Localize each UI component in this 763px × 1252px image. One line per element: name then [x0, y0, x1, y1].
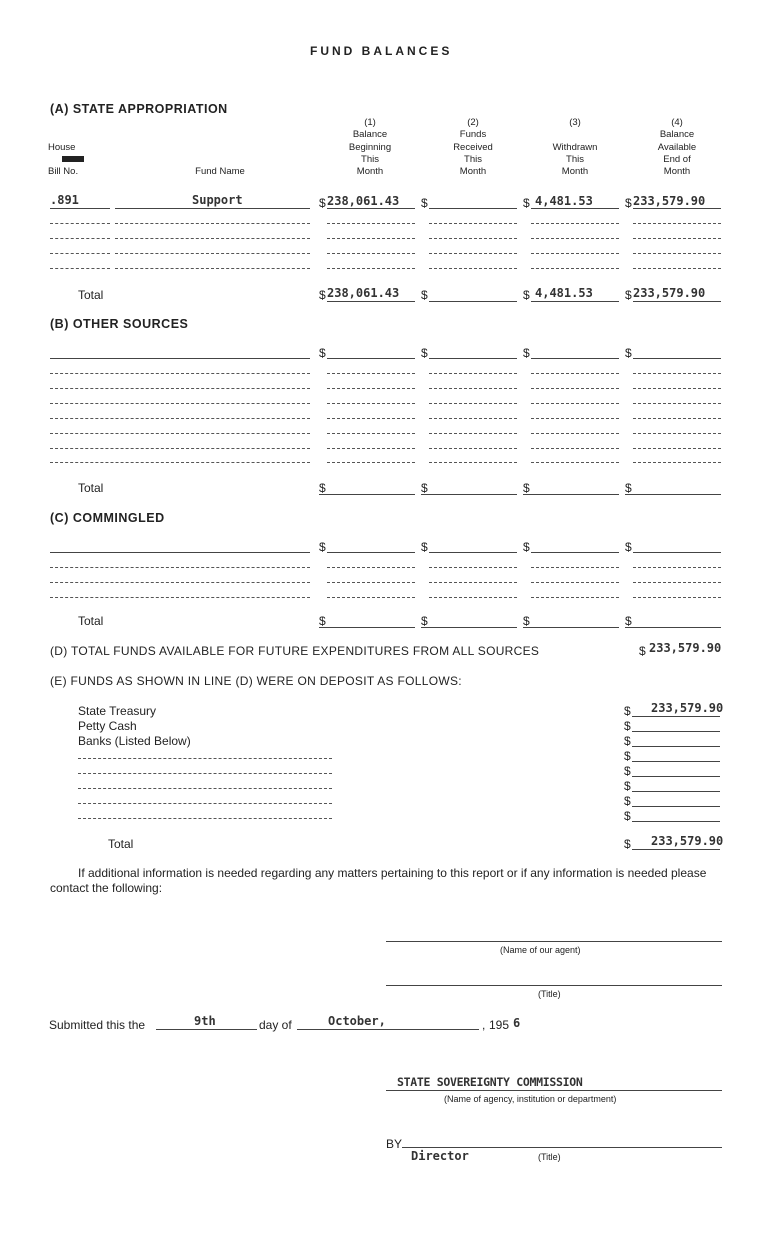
a-total-beginning: 238,061.43 — [327, 286, 400, 300]
fund-name-value: Support — [192, 193, 243, 207]
year-prefix: 195 — [489, 1018, 510, 1032]
a-total-withdrawn: 4,481.53 — [535, 286, 593, 300]
state-treasury-amount: 233,579.90 — [651, 701, 724, 715]
fund-name-header: Fund Name — [195, 166, 245, 177]
contact-text: If additional information is needed regarding any matters pertaining to this report or if any information is needed please contact the following: — [50, 866, 707, 895]
banks-label: Banks (Listed Below) — [78, 734, 191, 748]
agency-line — [386, 1090, 722, 1091]
e-total-line — [632, 849, 720, 850]
bill-header-line2: Bill No. — [48, 166, 79, 178]
section-d-label: (D) TOTAL FUNDS AVAILABLE FOR FUTURE EXPENDITURES FROM ALL SOURCES — [50, 644, 540, 658]
submitted-prefix: Submitted this the — [49, 1018, 146, 1032]
title-line — [386, 985, 722, 986]
currency-symbol: $ — [625, 196, 632, 210]
year-comma: , — [482, 1018, 486, 1032]
signature-title-value: Director — [411, 1149, 469, 1163]
by-label: BY — [386, 1137, 403, 1151]
d-amount: 233,579.90 — [649, 641, 722, 655]
submitted-day: 9th — [194, 1014, 216, 1028]
month-line — [297, 1029, 479, 1030]
currency-symbol: $ — [523, 288, 530, 302]
bill-no-value: .891 — [50, 193, 79, 207]
c-total-label: Total — [78, 614, 104, 628]
currency-symbol: $ — [421, 288, 428, 302]
title-caption: (Title) — [538, 989, 561, 999]
a-beginning-value: 238,061.43 — [327, 194, 400, 208]
a-withdrawn-value: 4,481.53 — [535, 194, 593, 208]
currency-symbol: $ — [523, 196, 530, 210]
bill-no-header — [48, 142, 98, 179]
signature-line — [402, 1147, 722, 1148]
a-total-end: 233,579.90 — [633, 286, 706, 300]
submitted-month: October, — [328, 1014, 386, 1028]
currency-symbol: $ — [421, 196, 428, 210]
currency-symbol: $ — [319, 288, 326, 302]
struck-text — [48, 154, 98, 166]
currency-symbol: $ — [639, 644, 646, 658]
e-total-label: Total — [108, 837, 134, 851]
b-total-label: Total — [78, 481, 104, 495]
signature-title-caption: (Title) — [538, 1152, 561, 1162]
day-of-label: day of — [259, 1018, 292, 1032]
agent-caption: (Name of our agent) — [500, 945, 581, 955]
col2-header: (2) Funds Received This Month — [453, 117, 493, 178]
currency-symbol: $ — [625, 288, 632, 302]
state-treasury-label: State Treasury — [78, 704, 157, 718]
petty-cash-label: Petty Cash — [78, 719, 137, 733]
day-line — [156, 1029, 257, 1030]
page-title: FUND BALANCES — [310, 44, 453, 58]
col4-header: (4) Balance Available End of Month — [657, 117, 697, 178]
section-e-label: (E) FUNDS AS SHOWN IN LINE (D) WERE ON DEPOSIT AS FOLLOWS: — [50, 674, 462, 688]
col1-header: (1) Balance Beginning This Month — [348, 117, 392, 178]
col3-header: (3) Withdrawn This Month — [552, 117, 598, 178]
currency-symbol: $ — [624, 837, 631, 851]
a-total-label: Total — [78, 288, 104, 302]
currency-symbol: $ — [319, 196, 326, 210]
section-c-label: (C) COMMINGLED — [50, 511, 165, 525]
agent-line — [386, 941, 722, 942]
e-total-amount: 233,579.90 — [651, 834, 724, 848]
agency-caption: (Name of agency, institution or department) — [444, 1094, 617, 1104]
a-end-value: 233,579.90 — [633, 194, 706, 208]
bill-header-line1: House — [48, 142, 76, 153]
year-suffix: 6 — [513, 1016, 521, 1030]
agency-name: STATE SOVEREIGNTY COMMISSION — [397, 1075, 583, 1089]
section-b-label: (B) OTHER SOURCES — [50, 317, 189, 331]
section-a-label: (A) STATE APPROPRIATION — [50, 102, 228, 116]
